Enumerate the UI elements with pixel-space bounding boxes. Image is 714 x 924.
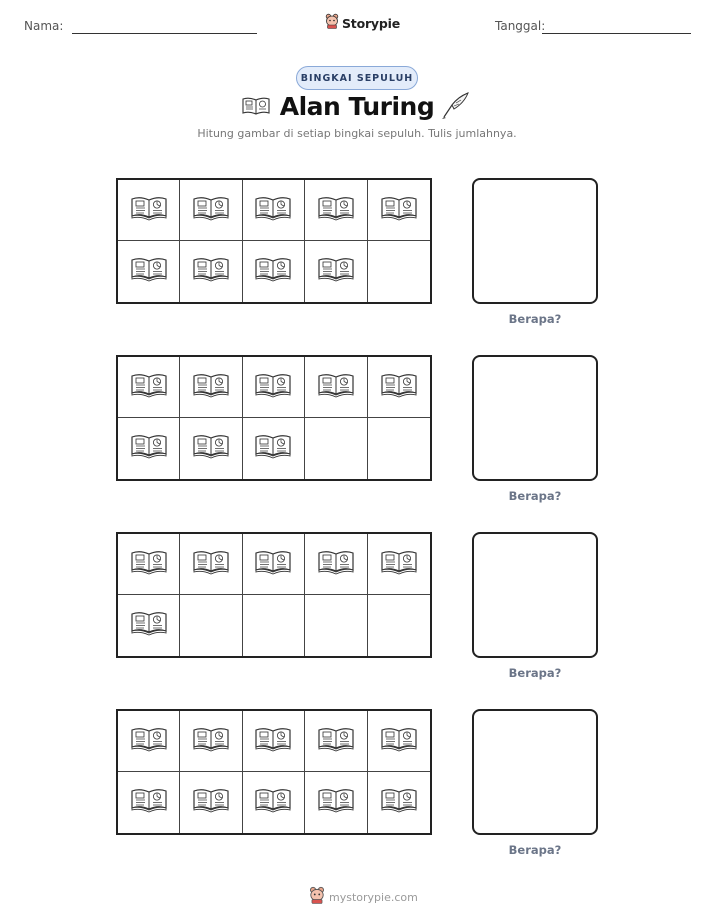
ten-frame-cell [368,711,430,772]
open-book-icon [379,725,419,758]
open-book-icon [316,786,356,819]
ten-frame-cell [118,772,180,833]
open-book-icon [253,194,293,227]
worksheet-type-badge: BINGKAI SEPULUH [296,66,418,90]
open-book-icon [191,786,231,819]
ten-frame-cell [118,418,180,479]
ten-frame-cell [180,711,242,772]
ten-frame-cell [305,241,367,302]
ten-frame [116,532,432,658]
ten-frame [116,355,432,481]
ten-frame-cell [180,357,242,418]
open-book-icon [379,194,419,227]
storypie-mascot-icon [309,886,325,909]
ten-frame-cell [180,772,242,833]
answer-box[interactable] [472,532,598,658]
open-book-icon [129,194,169,227]
answer-box[interactable] [472,178,598,304]
ten-frame-cell [368,418,430,479]
ten-frame-cell [243,772,305,833]
open-book-icon [253,548,293,581]
ten-frame-cell [305,357,367,418]
open-book-icon [253,725,293,758]
ten-frame-cell [368,357,430,418]
open-book-icon [316,255,356,288]
ten-frame-cell [305,711,367,772]
answer-label: Berapa? [508,312,562,326]
open-book-icon [379,786,419,819]
date-write-line[interactable] [542,33,691,34]
answer-box[interactable] [472,709,598,835]
open-book-icon [253,432,293,465]
open-book-icon [129,548,169,581]
ten-frame-cell [180,595,242,656]
ten-frame-cell [368,180,430,241]
ten-frame-cell [118,180,180,241]
open-book-icon [191,255,231,288]
date-field [495,19,545,33]
open-book-icon [379,371,419,404]
open-book-icon [253,255,293,288]
ten-frame-cell [243,357,305,418]
ten-frame-cell [305,772,367,833]
ten-frame-cell [368,772,430,833]
storypie-mascot-icon [325,13,339,34]
answer-box[interactable] [472,355,598,481]
ten-frame-cell [305,418,367,479]
open-book-icon [191,432,231,465]
ten-frame-cell [243,180,305,241]
ten-frame-cell [243,241,305,302]
instruction-text: Hitung gambar di setiap bingkai sepuluh. Tulis jumlahnya. [197,127,517,140]
ten-frame-cell [118,241,180,302]
brand-logo [325,13,400,34]
open-book-icon [129,255,169,288]
open-book-icon [316,371,356,404]
quill-pen-icon [438,91,472,126]
ten-frame-cell [243,711,305,772]
answer-label: Berapa? [508,666,562,680]
open-book-icon [129,786,169,819]
ten-frame-cell [243,418,305,479]
answer-label: Berapa? [508,489,562,503]
ten-frame-cell [180,180,242,241]
footer-url: mystorypie.com [329,891,418,904]
open-book-icon [379,548,419,581]
brand-name: Storypie [342,16,400,31]
ten-frame-cell [368,241,430,302]
name-write-line[interactable] [72,33,257,34]
open-book-icon [129,371,169,404]
ten-frame-cell [305,534,367,595]
open-book-icon [191,194,231,227]
ten-frame-cell [368,534,430,595]
ten-frame-cell [180,418,242,479]
worksheet-title: Alan Turing [279,92,435,121]
ten-frame-cell [368,595,430,656]
ten-frame [116,709,432,835]
open-book-icon [316,194,356,227]
ten-frame-cell [243,595,305,656]
answer-label: Berapa? [508,843,562,857]
date-label: Tanggal: [495,19,546,33]
ten-frame [116,178,432,304]
open-book-icon [129,432,169,465]
open-book-icon [191,371,231,404]
ten-frame-cell [180,534,242,595]
ten-frame-cell [305,595,367,656]
ten-frame-cell [305,180,367,241]
name-field [24,19,63,33]
ten-frame-cell [118,711,180,772]
open-book-icon [191,725,231,758]
open-book-icon [129,725,169,758]
open-book-icon [253,371,293,404]
ten-frame-cell [118,595,180,656]
ten-frame-cell [243,534,305,595]
open-book-icon [316,548,356,581]
open-book-icon [316,725,356,758]
ten-frame-cell [180,241,242,302]
ten-frame-cell [118,357,180,418]
ten-frame-cell [118,534,180,595]
open-book-icon [129,609,169,642]
name-label: Nama: [24,19,64,33]
open-book-icon [191,548,231,581]
footer [309,886,418,909]
open-book-icon [253,786,293,819]
